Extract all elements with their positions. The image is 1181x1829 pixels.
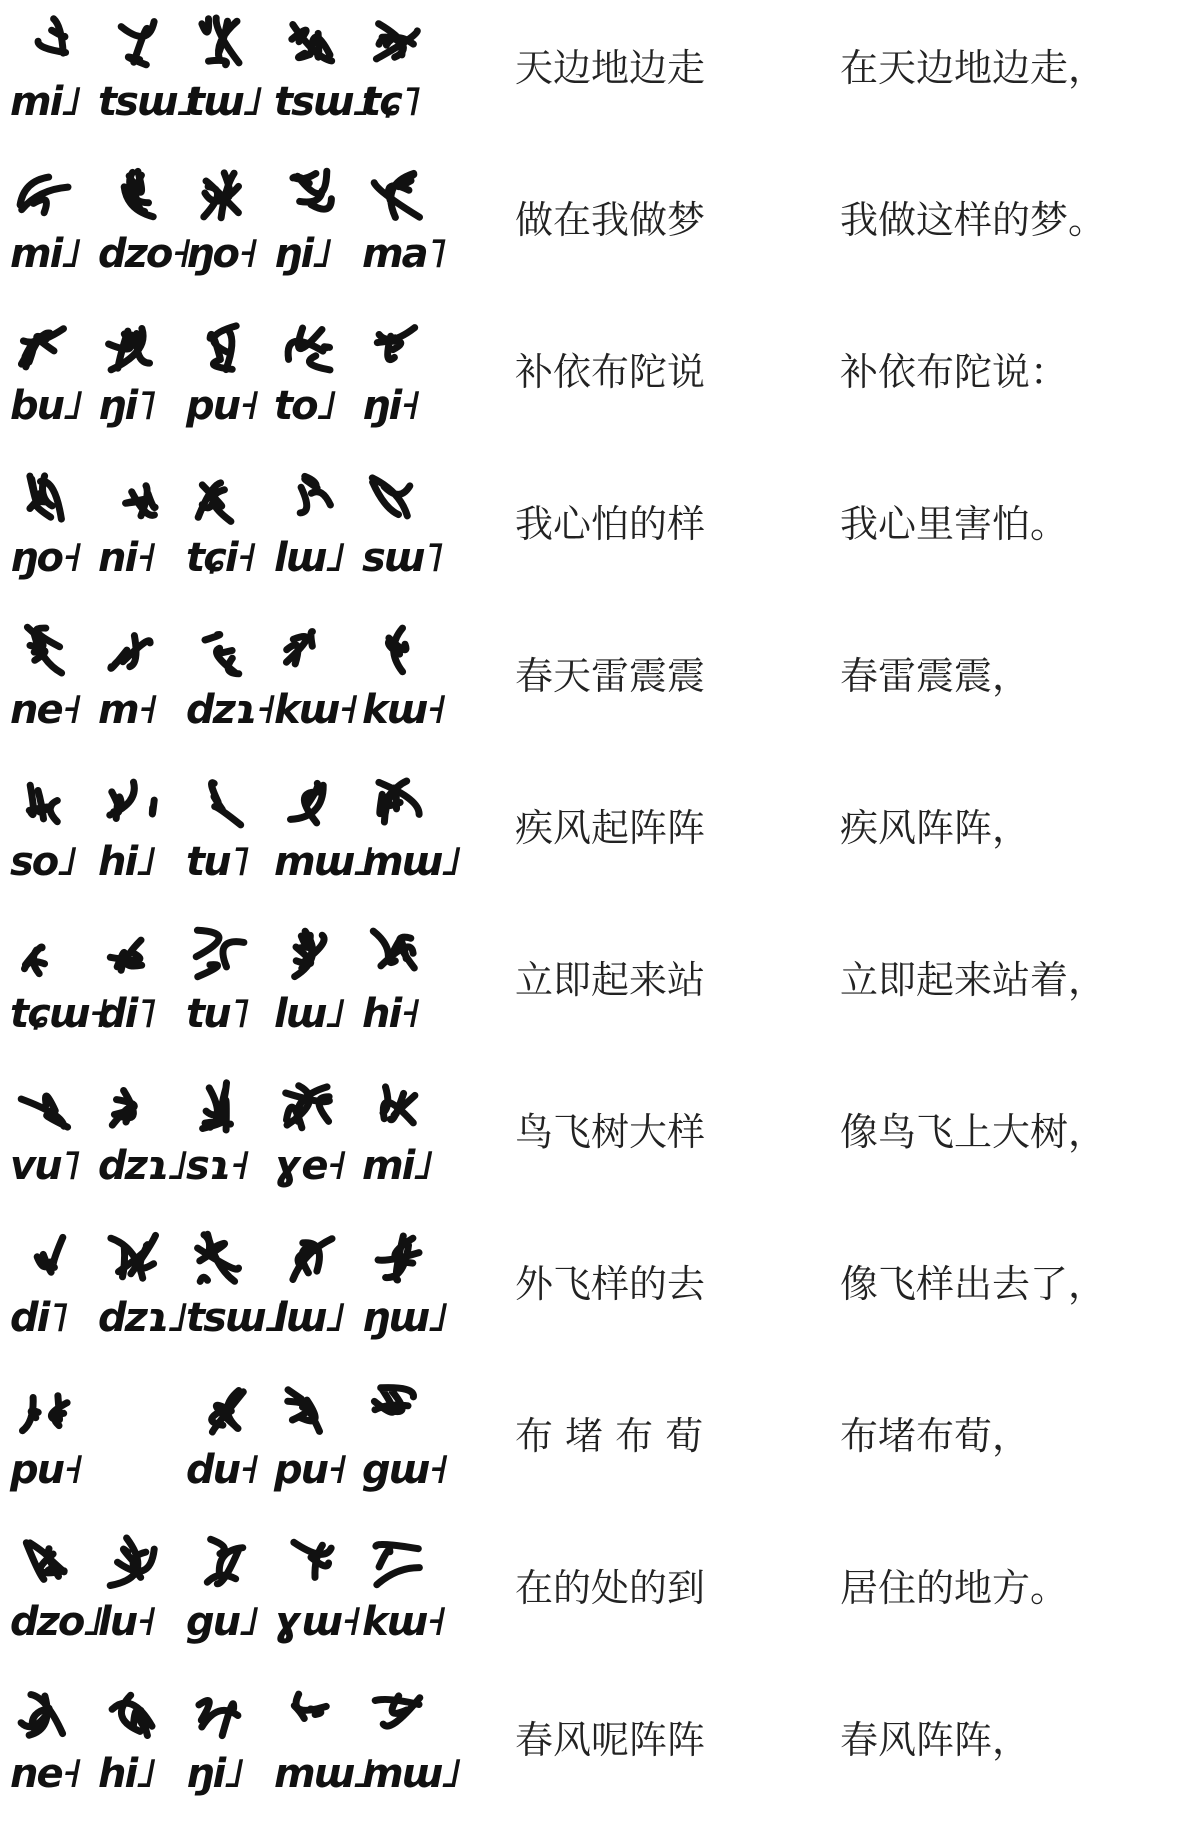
script-column [10, 1070, 444, 1210]
glyph-group [10, 462, 444, 602]
phonetic-transcription: lɯ˩ [274, 991, 344, 1037]
literal-gloss: 补依布陀说 [515, 350, 706, 394]
handwritten-glyph [366, 620, 426, 680]
phonetic-transcription: tɯ˩ [186, 79, 261, 125]
verse-row [0, 1672, 1181, 1824]
handwritten-glyph [14, 1380, 74, 1440]
handwritten-glyph [190, 12, 250, 72]
handwritten-glyph [102, 12, 162, 72]
glyph-group [10, 918, 444, 1058]
handwritten-glyph [14, 12, 74, 72]
script-column [10, 918, 444, 1058]
free-translation: 像鸟飞上大树， [840, 1110, 1107, 1154]
script-column [10, 766, 460, 906]
phonetic-transcription: du˧ [186, 1447, 258, 1493]
phonetic-transcription: lɯ˩ [274, 1295, 344, 1341]
handwritten-glyph [14, 1228, 74, 1288]
glyph-group [10, 766, 460, 906]
handwritten-glyph [366, 924, 426, 984]
handwritten-glyph [278, 468, 338, 528]
handwritten-glyph [366, 1532, 426, 1592]
phonetic-transcription: lɯ˩ [274, 535, 344, 581]
phonetic-transcription: m˧ [98, 687, 156, 733]
phonetic-transcription: dzo˧ [98, 231, 190, 277]
phonetic-transcription: ŋo˧ [10, 535, 80, 581]
glyph-group [10, 1678, 460, 1818]
phonetic-transcription: tsɯ˩ [98, 79, 195, 125]
phonetic-transcription: sɯ˥ [362, 535, 442, 581]
script-column [10, 1678, 460, 1818]
glyph-group [10, 1222, 447, 1362]
phonetic-transcription: ne˧ [10, 1751, 80, 1797]
handwritten-glyph [278, 1684, 338, 1744]
handwritten-glyph [102, 316, 162, 376]
verse-row [0, 1520, 1181, 1672]
verse-row [0, 760, 1181, 912]
literal-gloss: 立即起来站 [515, 958, 706, 1002]
handwritten-glyph [102, 1228, 162, 1288]
literal-gloss: 春风呢阵阵 [515, 1718, 706, 1762]
phonetic-transcription: to˩ [274, 383, 335, 429]
verse-row [0, 1064, 1181, 1216]
handwritten-glyph [366, 164, 426, 224]
script-column [10, 158, 445, 298]
handwritten-glyph [102, 924, 162, 984]
handwritten-glyph [278, 12, 338, 72]
phonetic-transcription: mɯ˩ [362, 839, 460, 885]
verse-row [0, 0, 1181, 152]
glyph-group [10, 310, 444, 450]
handwritten-glyph [278, 1076, 338, 1136]
script-column [10, 1222, 447, 1362]
glyph-group [10, 1070, 444, 1210]
phonetic-transcription: gu˩ [186, 1599, 258, 1645]
handwritten-glyph [278, 1532, 338, 1592]
phonetic-transcription: mi˩ [10, 231, 80, 277]
handwritten-glyph [102, 468, 162, 528]
literal-gloss: 做在我做梦 [515, 198, 706, 242]
literal-gloss: 春天雷震震 [515, 654, 706, 698]
handwritten-glyph [190, 1228, 250, 1288]
phonetic-transcription: pu˧ [10, 1447, 82, 1493]
script-column [10, 1374, 447, 1514]
glyph-group [10, 1526, 445, 1666]
handwritten-glyph [366, 1076, 426, 1136]
phonetic-transcription: pu˧ [186, 383, 258, 429]
phonetic-transcription: di˥ [98, 991, 155, 1037]
handwritten-glyph [190, 772, 250, 832]
verse-row [0, 152, 1181, 304]
glyph-group [10, 6, 444, 146]
free-translation: 春雷震震， [840, 654, 1031, 698]
handwritten-glyph [278, 1228, 338, 1288]
handwritten-glyph [278, 316, 338, 376]
phonetic-transcription: tɕi˧ [186, 535, 255, 581]
phonetic-transcription: ni˧ [98, 535, 155, 581]
phonetic-transcription: hi˩ [98, 839, 155, 885]
phonetic-transcription: tɕ˥ [362, 79, 419, 125]
phonetic-transcription: ŋo˧ [186, 231, 256, 277]
handwritten-glyph [366, 1228, 426, 1288]
script-column [10, 462, 444, 602]
script-column [10, 614, 445, 754]
free-translation: 补依布陀说： [840, 350, 1069, 394]
free-translation: 我做这样的梦。 [840, 198, 1107, 242]
verse-row [0, 1368, 1181, 1520]
verse-row [0, 456, 1181, 608]
phonetic-transcription: kɯ˧ [362, 687, 445, 733]
handwritten-glyph [366, 468, 426, 528]
phonetic-transcription: mɯ˩ [274, 839, 372, 885]
phonetic-transcription: di˥ [10, 1295, 67, 1341]
literal-gloss: 外飞样的去 [515, 1262, 706, 1306]
free-translation: 在天边地边走， [840, 46, 1107, 90]
handwritten-glyph [190, 468, 250, 528]
phonetic-transcription: dzɿ˩ [98, 1143, 186, 1189]
phonetic-transcription: kɯ˧ [362, 1599, 445, 1645]
phonetic-transcription: tsɯ˩ [274, 79, 371, 125]
literal-gloss: 天边地边走 [515, 46, 706, 90]
phonetic-transcription: hi˩ [98, 1751, 155, 1797]
literal-gloss: 我心怕的样 [515, 502, 706, 546]
handwritten-glyph [366, 772, 426, 832]
free-translation: 疾风阵阵， [840, 806, 1031, 850]
phonetic-transcription: bu˩ [10, 383, 82, 429]
literal-gloss: 疾风起阵阵 [515, 806, 706, 850]
phonetic-transcription: ne˧ [10, 687, 80, 733]
handwritten-glyph [14, 316, 74, 376]
verse-row [0, 608, 1181, 760]
handwritten-glyph [190, 924, 250, 984]
glyph-group [10, 1374, 447, 1514]
handwritten-glyph [14, 1532, 74, 1592]
phonetic-transcription: tɕɯ˧ [10, 991, 107, 1037]
phonetic-transcription: tu˥ [186, 839, 248, 885]
literal-gloss: 在的处的到 [515, 1566, 706, 1610]
script-column [10, 1526, 445, 1666]
free-translation: 像飞样出去了， [840, 1262, 1107, 1306]
literal-gloss: 布 堵 布 荀 [515, 1414, 704, 1458]
phonetic-transcription: ŋɯ˩ [362, 1295, 447, 1341]
phonetic-transcription: tsɯ˩ [186, 1295, 283, 1341]
handwritten-glyph [190, 620, 250, 680]
phonetic-transcription: lu˧ [98, 1599, 155, 1645]
phonetic-transcription: dzo˩ [10, 1599, 102, 1645]
handwritten-glyph [14, 1684, 74, 1744]
handwritten-glyph [278, 164, 338, 224]
handwritten-glyph [190, 316, 250, 376]
phonetic-transcription: dzɿ˧ [186, 687, 274, 733]
phonetic-transcription: ŋi˧ [362, 383, 419, 429]
free-translation: 春风阵阵， [840, 1718, 1031, 1762]
handwritten-glyph [278, 924, 338, 984]
phonetic-transcription: sɿ˧ [186, 1143, 248, 1189]
phonetic-transcription: ma˥ [362, 231, 445, 277]
handwritten-glyph [102, 772, 162, 832]
phonetic-transcription [98, 1444, 194, 1504]
phonetic-transcription: pu˧ [274, 1447, 346, 1493]
handwritten-glyph [366, 316, 426, 376]
handwritten-glyph [190, 1532, 250, 1592]
script-column [10, 6, 444, 146]
phonetic-transcription: gɯ˧ [362, 1447, 447, 1493]
handwritten-glyph [14, 924, 74, 984]
phonetic-transcription: kɯ˧ [274, 687, 357, 733]
phonetic-transcription: mi˩ [362, 1143, 432, 1189]
handwritten-glyph [278, 620, 338, 680]
handwritten-glyph [102, 164, 162, 224]
handwritten-glyph [102, 1076, 162, 1136]
handwritten-glyph [190, 1076, 250, 1136]
glyph-group [10, 158, 445, 298]
handwritten-glyph [366, 1380, 426, 1440]
phonetic-transcription: mɯ˩ [274, 1751, 372, 1797]
phonetic-transcription: hi˧ [362, 991, 419, 1037]
phonetic-transcription: vu˥ [10, 1143, 79, 1189]
handwritten-glyph [278, 772, 338, 832]
verse-row [0, 1216, 1181, 1368]
verse-row [0, 304, 1181, 456]
free-translation: 布堵布荀， [840, 1414, 1031, 1458]
handwritten-glyph [190, 1684, 250, 1744]
handwritten-glyph [102, 1532, 162, 1592]
phonetic-transcription: ɣɯ˧ [274, 1599, 360, 1645]
handwritten-glyph [14, 468, 74, 528]
handwritten-glyph [102, 620, 162, 680]
phonetic-transcription: ŋi˩ [274, 231, 331, 277]
handwritten-glyph [366, 1684, 426, 1744]
verse-row [0, 912, 1181, 1064]
phonetic-transcription: so˩ [10, 839, 76, 885]
handwritten-glyph [14, 772, 74, 832]
phonetic-transcription: mi˩ [10, 79, 80, 125]
free-translation: 居住的地方。 [840, 1566, 1069, 1610]
glyph-group [10, 614, 445, 754]
phonetic-transcription: ŋi˩ [186, 1751, 243, 1797]
handwritten-glyph [190, 164, 250, 224]
literal-gloss: 鸟飞树大样 [515, 1110, 706, 1154]
handwritten-glyph [102, 1684, 162, 1744]
phonetic-transcription: mɯ˩ [362, 1751, 460, 1797]
phonetic-transcription: ɣe˧ [274, 1143, 345, 1189]
handwritten-glyph [14, 1076, 74, 1136]
handwritten-glyph [14, 620, 74, 680]
handwritten-glyph [278, 1380, 338, 1440]
free-translation: 立即起来站着， [840, 958, 1107, 1002]
phonetic-transcription: dzɿ˩ [98, 1295, 186, 1341]
handwritten-glyph [190, 1380, 250, 1440]
phonetic-transcription: tu˥ [186, 991, 248, 1037]
handwritten-glyph [366, 12, 426, 72]
script-column [10, 310, 444, 450]
free-translation: 我心里害怕。 [840, 502, 1069, 546]
phonetic-transcription: ŋi˥ [98, 383, 155, 429]
handwritten-glyph [14, 164, 74, 224]
